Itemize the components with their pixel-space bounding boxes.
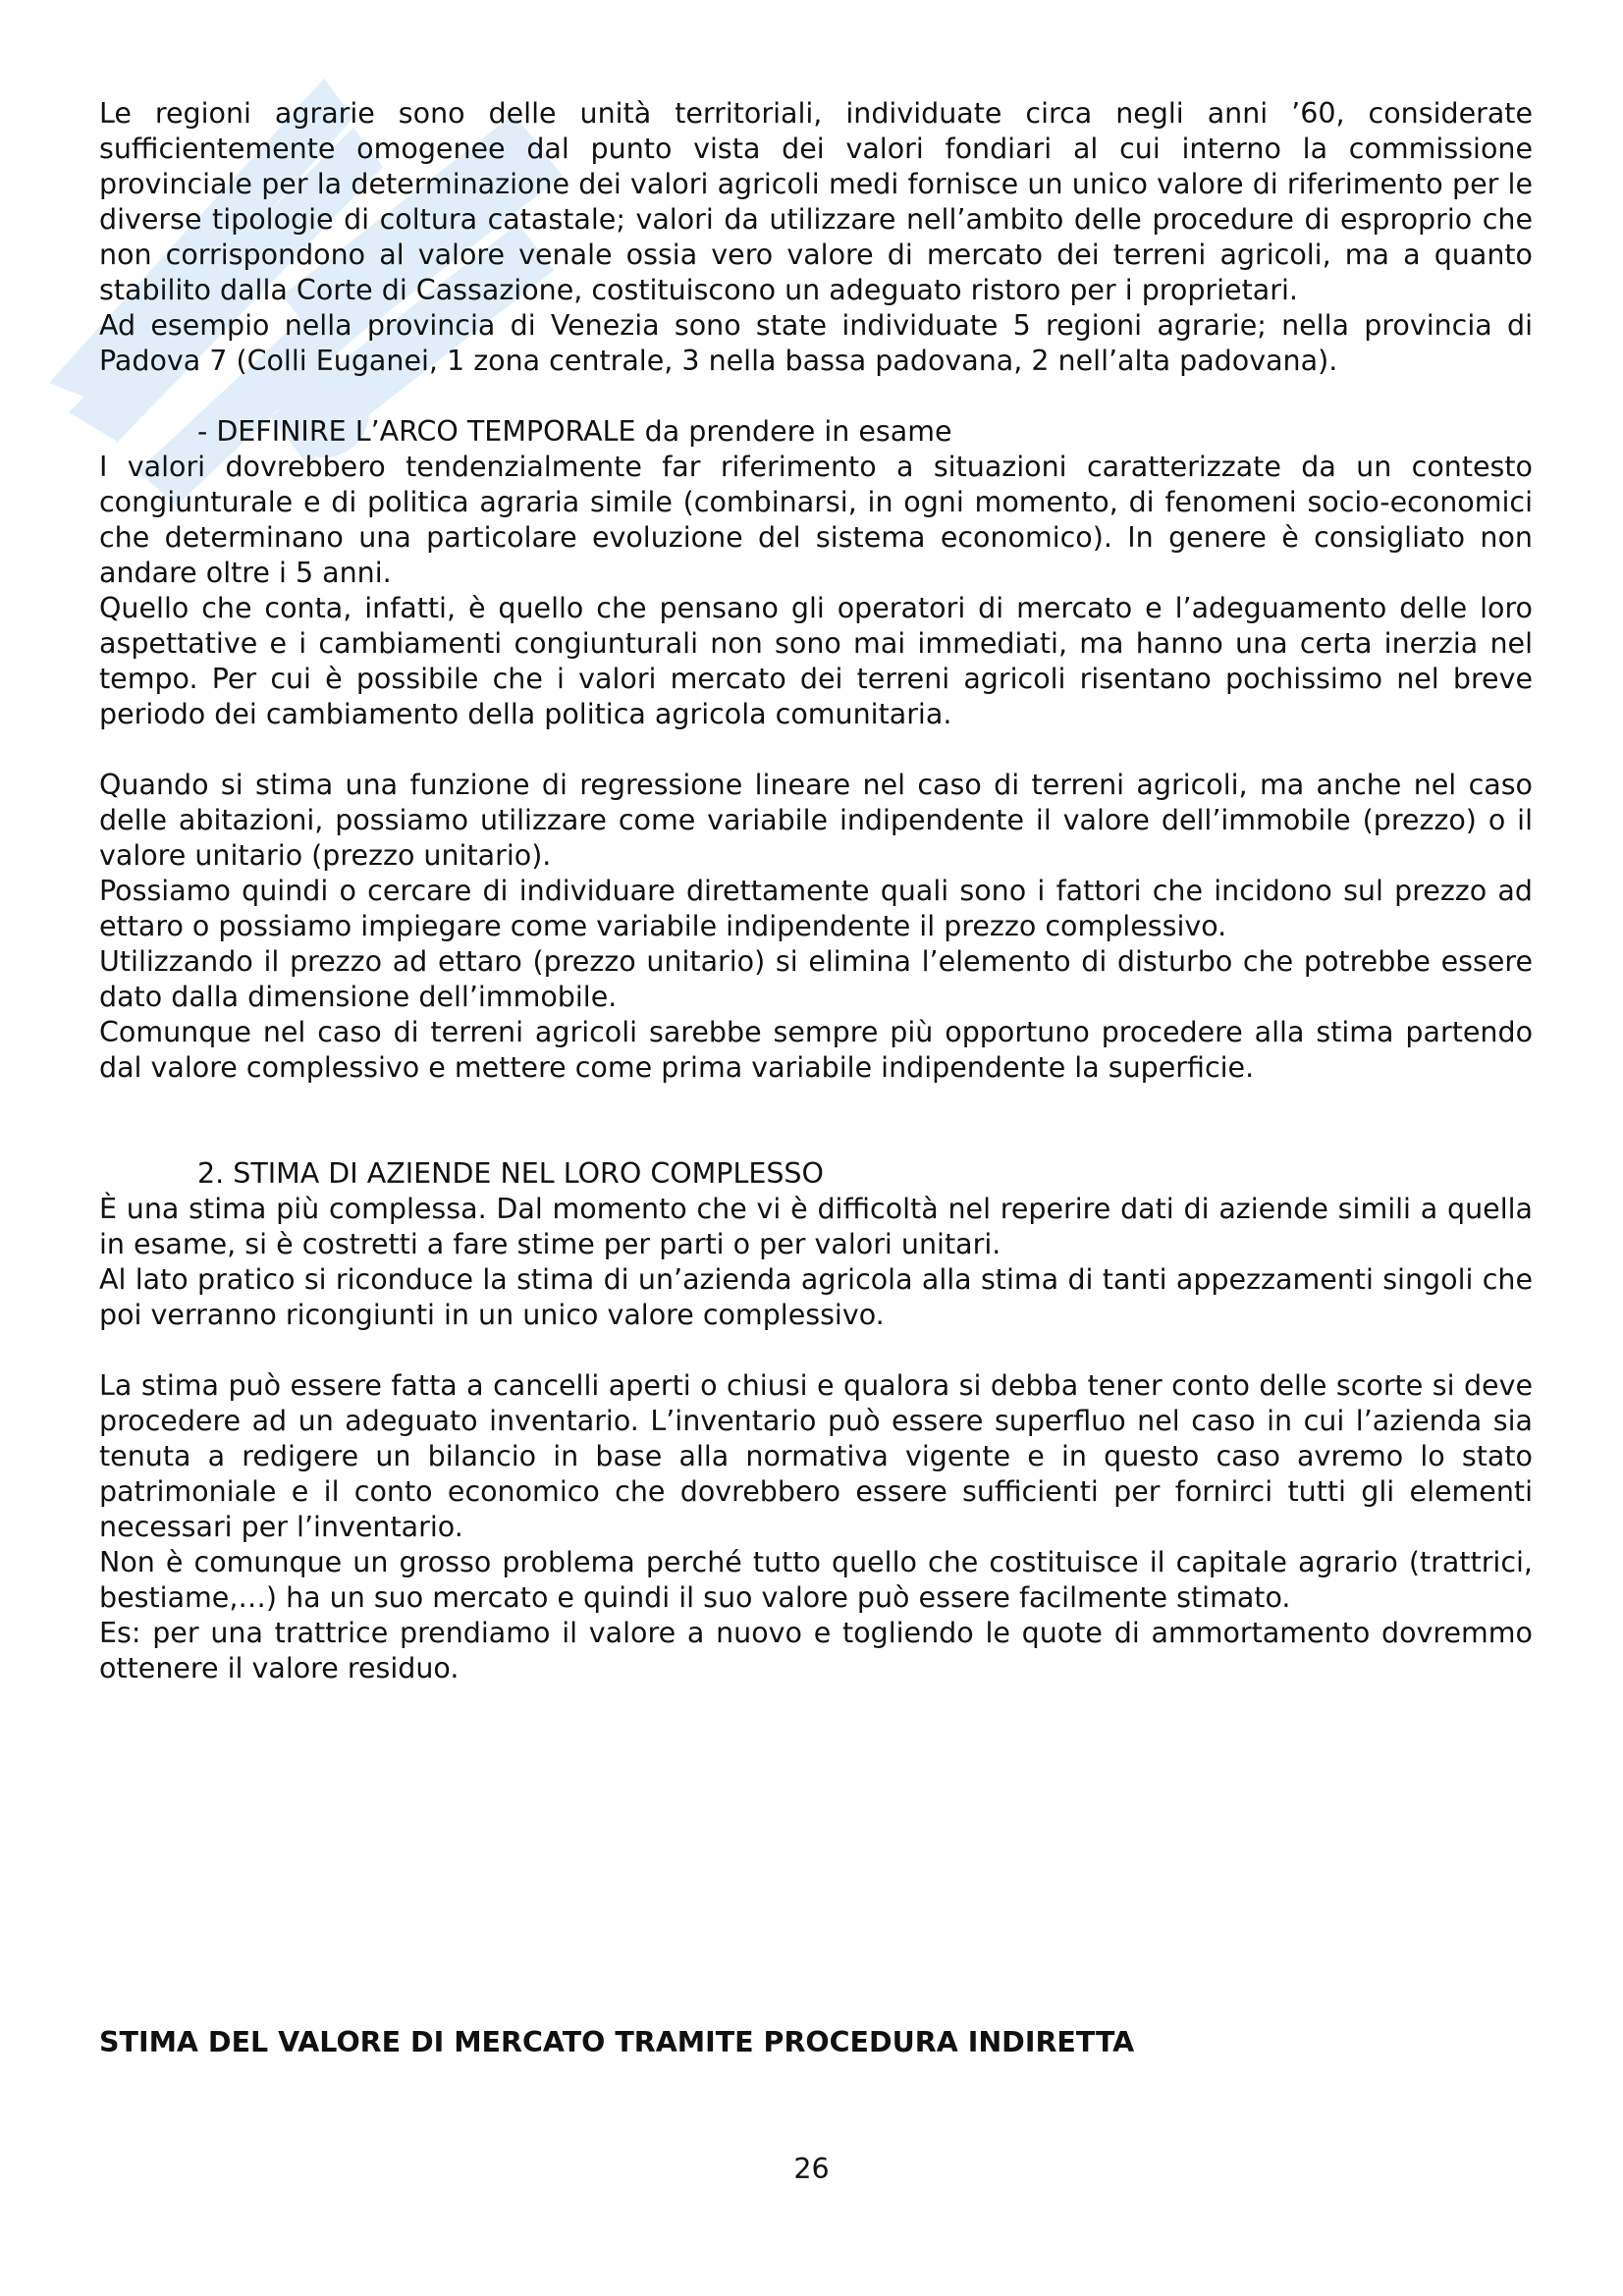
spacer bbox=[99, 1086, 1533, 1156]
paragraph-prezzo-ettaro: Utilizzando il prezzo ad ettaro (prezzo unitario) si elimina l’elemento di disturbo che potrebbe essere dato dalla dimensione dell’immobile. bbox=[99, 945, 1533, 1013]
spacer bbox=[99, 379, 1533, 414]
paragraph-cancelli-inventario: La stima può essere fatta a cancelli aperti o chiusi e qualora si debba tener conto delle scorte si deve procedere ad un adeguato inventario. L’inventario può essere superfluo nel caso in cui l’azienda sia tenuta a redigere un bilancio in base alla normativa vigente e in questo caso avremo lo stato patrimoniale e il conto economico che dovrebbero essere sufficienti per fornirci tutti gli elementi necessari per l’inventario. bbox=[99, 1369, 1533, 1543]
paragraph-valore-complessivo: Comunque nel caso di terreni agricoli sarebbe sempre più opportuno procedere alla stima partendo dal valore complessivo e mettere come prima variabile indipendente la superficie. bbox=[99, 1016, 1533, 1084]
spacer bbox=[99, 1333, 1533, 1368]
heading-arco-temporale: - DEFINIRE L’ARCO TEMPORALE da prendere in esame bbox=[197, 415, 952, 448]
paragraph-regioni-agrarie: Le regioni agrarie sono delle unità territoriali, individuate circa negli anni ’60, considerate sufficientemente omogenee dal punto vista dei valori fondiari al cui interno la commissione provinciale per la determinazione dei valori agricoli medi fornisce un unico valore di riferimento per le diverse tipologie di coltura catastale; valori da utilizzare nell’ambito delle procedure di esproprio che non corrispondono al valore venale ossia vero valore di mercato dei terreni agricoli, ma a quanto stabilito dalla Corte di Cassazione, costituiscono un adeguato ristoro per i proprietari. bbox=[99, 97, 1533, 306]
paragraph-lato-pratico: Al lato pratico si riconduce la stima di un’azienda agricola alla stima di tanti appezzamenti singoli che poi verranno ricongiunti in un unico valore complessivo. bbox=[99, 1263, 1533, 1331]
paragraph-regressione-lineare: Quando si stima una funzione di regressione lineare nel caso di terreni agricoli, ma anche nel caso delle abitazioni, possiamo utilizzare come variabile indipendente il valore dell’immobile (prezzo) o il valore unitario (prezzo unitario). bbox=[99, 769, 1533, 872]
paragraph-capitale-agrario: Non è comunque un grosso problema perché tutto quello che costituisce il capitale agrario (trattrici, bestiame,…) ha un suo mercato e quindi il suo valore può essere facilmente stimato. bbox=[99, 1546, 1533, 1614]
paragraph-valori-contesto: I valori dovrebbero tendenzialmente far riferimento a situazioni caratterizzate da un contesto congiunturale e di politica agraria simile (combinarsi, in ogni momento, di fenomeni socio-economici che determinano una particolare evoluzione del sistema economico). In genere è consigliato non andare oltre i 5 anni. bbox=[99, 451, 1533, 589]
page-number: 26 bbox=[793, 2153, 830, 2185]
paragraph-fattori-prezzo: Possiamo quindi o cercare di individuare direttamente quali sono i fattori che incidono sul prezzo ad ettaro o possiamo impiegare come variabile indipendente il prezzo complessivo. bbox=[99, 875, 1533, 942]
heading-stima-aziende: 2. STIMA DI AZIENDE NEL LORO COMPLESSO bbox=[197, 1157, 824, 1190]
paragraph-esempio-venezia: Ad esempio nella provincia di Venezia sono state individuate 5 regioni agrarie; nella provincia di Padova 7 (Colli Euganei, 1 zona centrale, 3 nella bassa padovana, 2 nell’alta padovana). bbox=[99, 309, 1533, 377]
spacer bbox=[99, 732, 1533, 768]
document-body bbox=[99, 96, 1533, 1686]
paragraph-esempio-trattrice: Es: per una trattrice prendiamo il valore a nuovo e togliendo le quote di ammortamento dovremmo ottenere il valore residuo. bbox=[99, 1617, 1533, 1684]
section-title: STIMA DEL VALORE DI MERCATO TRAMITE PROCEDURA INDIRETTA bbox=[99, 2026, 1135, 2058]
paragraph-operatori-mercato: Quello che conta, infatti, è quello che pensano gli operatori di mercato e l’adeguamento delle loro aspettative e i cambiamenti congiunturali non sono mai immediati, ma hanno una certa inerzia nel tempo. Per cui è possibile che i valori mercato dei terreni agricoli risentano pochissimo nel breve periodo dei cambiamento della politica agricola comunitaria. bbox=[99, 592, 1533, 730]
paragraph-stima-complessa: È una stima più complessa. Dal momento che vi è difficoltà nel reperire dati di aziende simili a quella in esame, si è costretti a fare stime per parti o per valori unitari. bbox=[99, 1193, 1533, 1260]
